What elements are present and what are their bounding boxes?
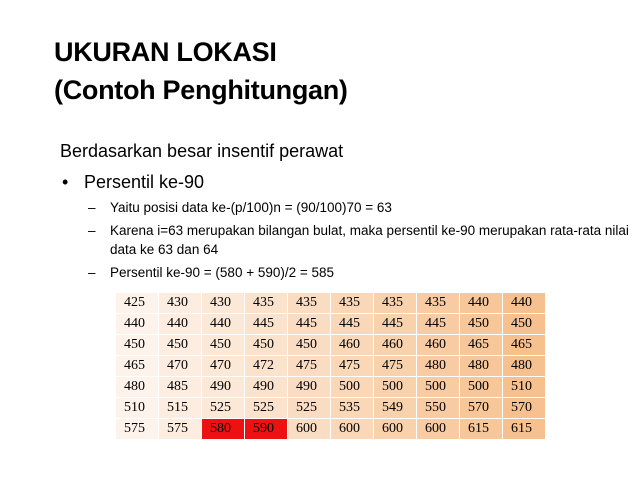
table-cell: 445 — [245, 314, 288, 335]
sub-item-text: Karena i=63 merupakan bilangan bulat, maka persentil ke-90 merupakan rata-rata nilai data ke 63 dan 64 — [110, 223, 629, 257]
table-cell: 575 — [159, 419, 202, 440]
table-cell: 480 — [460, 356, 503, 377]
table-row — [116, 314, 546, 335]
table-cell: 445 — [331, 314, 374, 335]
sub-item-text: Persentil ke-90 = (580 + 590)/2 = 585 — [110, 265, 335, 280]
table-cell: 475 — [288, 356, 331, 377]
table-cell: 475 — [374, 356, 417, 377]
table-cell: 500 — [331, 377, 374, 398]
table-cell: 490 — [202, 377, 245, 398]
dash-icon: – — [88, 200, 96, 215]
table-row — [116, 398, 546, 419]
table-cell: 475 — [331, 356, 374, 377]
table-cell: 435 — [331, 293, 374, 314]
table-cell: 575 — [116, 419, 159, 440]
table-cell: 460 — [417, 335, 460, 356]
sub-item-text: Yaitu posisi data ke-(p/100)n = (90/100)70 = 63 — [110, 200, 392, 215]
sub-item-2 — [60, 221, 630, 259]
table-cell: 465 — [116, 356, 159, 377]
table-cell: 470 — [159, 356, 202, 377]
table-cell: 445 — [288, 314, 331, 335]
table-cell: 490 — [288, 377, 331, 398]
table-cell: 450 — [503, 314, 546, 335]
table-cell: 430 — [159, 293, 202, 314]
table-cell: 525 — [202, 398, 245, 419]
table-cell: 500 — [374, 377, 417, 398]
slide-title — [54, 33, 348, 109]
dash-icon: – — [88, 265, 96, 280]
table-cell: 460 — [331, 335, 374, 356]
table-cell: 550 — [417, 398, 460, 419]
slide-body — [60, 138, 629, 286]
table-cell: 425 — [116, 293, 159, 314]
data-table-body — [116, 293, 546, 440]
table-cell: 472 — [245, 356, 288, 377]
table-row — [116, 335, 546, 356]
table-cell: 445 — [417, 314, 460, 335]
table-cell: 450 — [288, 335, 331, 356]
table-cell: 485 — [159, 377, 202, 398]
table-cell: 615 — [503, 419, 546, 440]
table-cell: 525 — [288, 398, 331, 419]
slide-title-line-2: (Contoh Penghitungan) — [54, 75, 348, 105]
table-cell: 440 — [159, 314, 202, 335]
table-cell: 435 — [288, 293, 331, 314]
table-cell: 549 — [374, 398, 417, 419]
slide-title-line-1: UKURAN LOKASI — [54, 37, 277, 67]
lead-text: Berdasarkan besar insentif perawat — [60, 141, 344, 161]
table-cell: 580 — [202, 419, 245, 440]
table-cell: 500 — [460, 377, 503, 398]
table-cell: 480 — [417, 356, 460, 377]
table-cell: 570 — [460, 398, 503, 419]
table-cell: 450 — [159, 335, 202, 356]
bullet-item — [60, 170, 620, 194]
table-cell: 570 — [503, 398, 546, 419]
table-cell: 450 — [202, 335, 245, 356]
table-cell: 445 — [374, 314, 417, 335]
table-cell: 465 — [503, 335, 546, 356]
table-cell: 440 — [460, 293, 503, 314]
table-cell: 525 — [245, 398, 288, 419]
table-cell: 590 — [245, 419, 288, 440]
table-cell: 440 — [116, 314, 159, 335]
table-cell: 615 — [460, 419, 503, 440]
table-cell: 450 — [116, 335, 159, 356]
table-cell: 460 — [374, 335, 417, 356]
table-row — [116, 356, 546, 377]
table-cell: 600 — [374, 419, 417, 440]
sub-item-1 — [60, 198, 630, 217]
data-table — [115, 292, 546, 440]
table-cell: 450 — [245, 335, 288, 356]
table-cell: 440 — [503, 293, 546, 314]
table-cell: 470 — [202, 356, 245, 377]
table-cell: 440 — [202, 314, 245, 335]
table-row — [116, 419, 546, 440]
table-cell: 430 — [202, 293, 245, 314]
table-cell: 450 — [460, 314, 503, 335]
table-cell: 490 — [245, 377, 288, 398]
table-row — [116, 377, 546, 398]
bullet-icon: • — [62, 172, 69, 192]
table-cell: 600 — [288, 419, 331, 440]
dash-icon: – — [88, 223, 96, 238]
table-cell: 465 — [460, 335, 503, 356]
table-cell: 600 — [417, 419, 460, 440]
table-cell: 510 — [503, 377, 546, 398]
table-cell: 510 — [116, 398, 159, 419]
table-cell: 435 — [374, 293, 417, 314]
table-cell: 515 — [159, 398, 202, 419]
table-cell: 480 — [116, 377, 159, 398]
table-cell: 435 — [417, 293, 460, 314]
table-cell: 535 — [331, 398, 374, 419]
table-cell: 500 — [417, 377, 460, 398]
table-cell: 480 — [503, 356, 546, 377]
bullet-text: Persentil ke-90 — [84, 172, 205, 192]
sub-item-3 — [60, 263, 630, 282]
table-cell: 600 — [331, 419, 374, 440]
table-cell: 435 — [245, 293, 288, 314]
table-row — [116, 293, 546, 314]
